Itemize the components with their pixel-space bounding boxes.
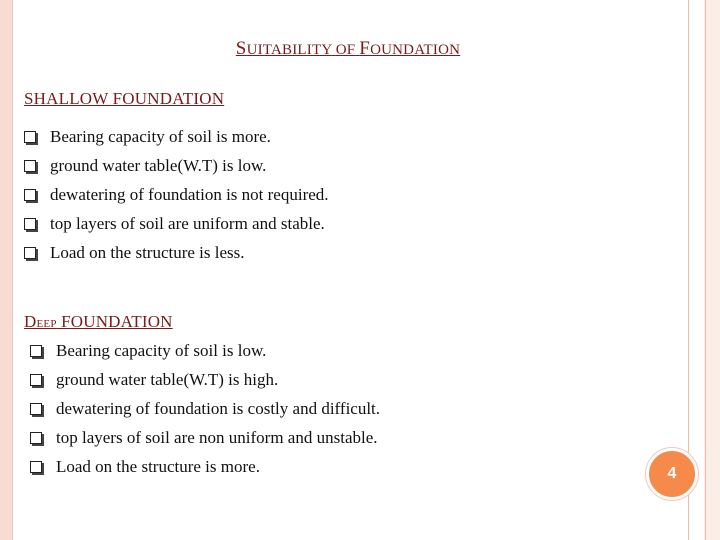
checkbox-bullet-icon [30, 345, 42, 357]
list-item: ground water table(W.T) is low. [24, 151, 329, 180]
list-item: Bearing capacity of soil is more. [24, 122, 329, 151]
title-initial-3: F [359, 38, 371, 59]
checkbox-bullet-icon [30, 374, 42, 386]
checkbox-bullet-icon [24, 131, 36, 143]
checkbox-bullet-icon [30, 432, 42, 444]
list-item: top layers of soil are uniform and stable. [24, 209, 329, 238]
deep-foundation-list [30, 336, 380, 481]
right-border-band [704, 0, 720, 540]
checkbox-bullet-icon [24, 218, 36, 230]
title-word-3: OUNDATION [370, 42, 461, 58]
checkbox-bullet-icon [30, 461, 42, 473]
shallow-foundation-heading: SHALLOW FOUNDATION [24, 89, 225, 108]
list-item: ground water table(W.T) is high. [30, 365, 380, 394]
shallow-foundation-list [24, 122, 329, 267]
list-item: Load on the structure is less. [24, 238, 329, 267]
slide-title [0, 38, 696, 60]
title-initial-1: S [235, 38, 247, 59]
left-border-band [0, 0, 12, 540]
checkbox-bullet-icon [30, 403, 42, 415]
title-word-1: UITABILITY [246, 42, 332, 58]
checkbox-bullet-icon [24, 160, 36, 172]
title-word-2: OF [335, 42, 356, 58]
list-item: top layers of soil are non uniform and unstable. [30, 423, 380, 452]
left-border-line [12, 0, 13, 540]
list-item: Load on the structure is more. [30, 452, 380, 481]
list-item: dewatering of foundation is not required. [24, 180, 329, 209]
checkbox-bullet-icon [24, 189, 36, 201]
list-item: dewatering of foundation is costly and difficult. [30, 394, 380, 423]
right-border-line-outer [705, 0, 706, 540]
list-item: Bearing capacity of soil is low. [30, 336, 380, 365]
checkbox-bullet-icon [24, 247, 36, 259]
page-number-badge: 4 [646, 448, 698, 500]
deep-foundation-heading: DEEP FOUNDATION [24, 312, 173, 331]
